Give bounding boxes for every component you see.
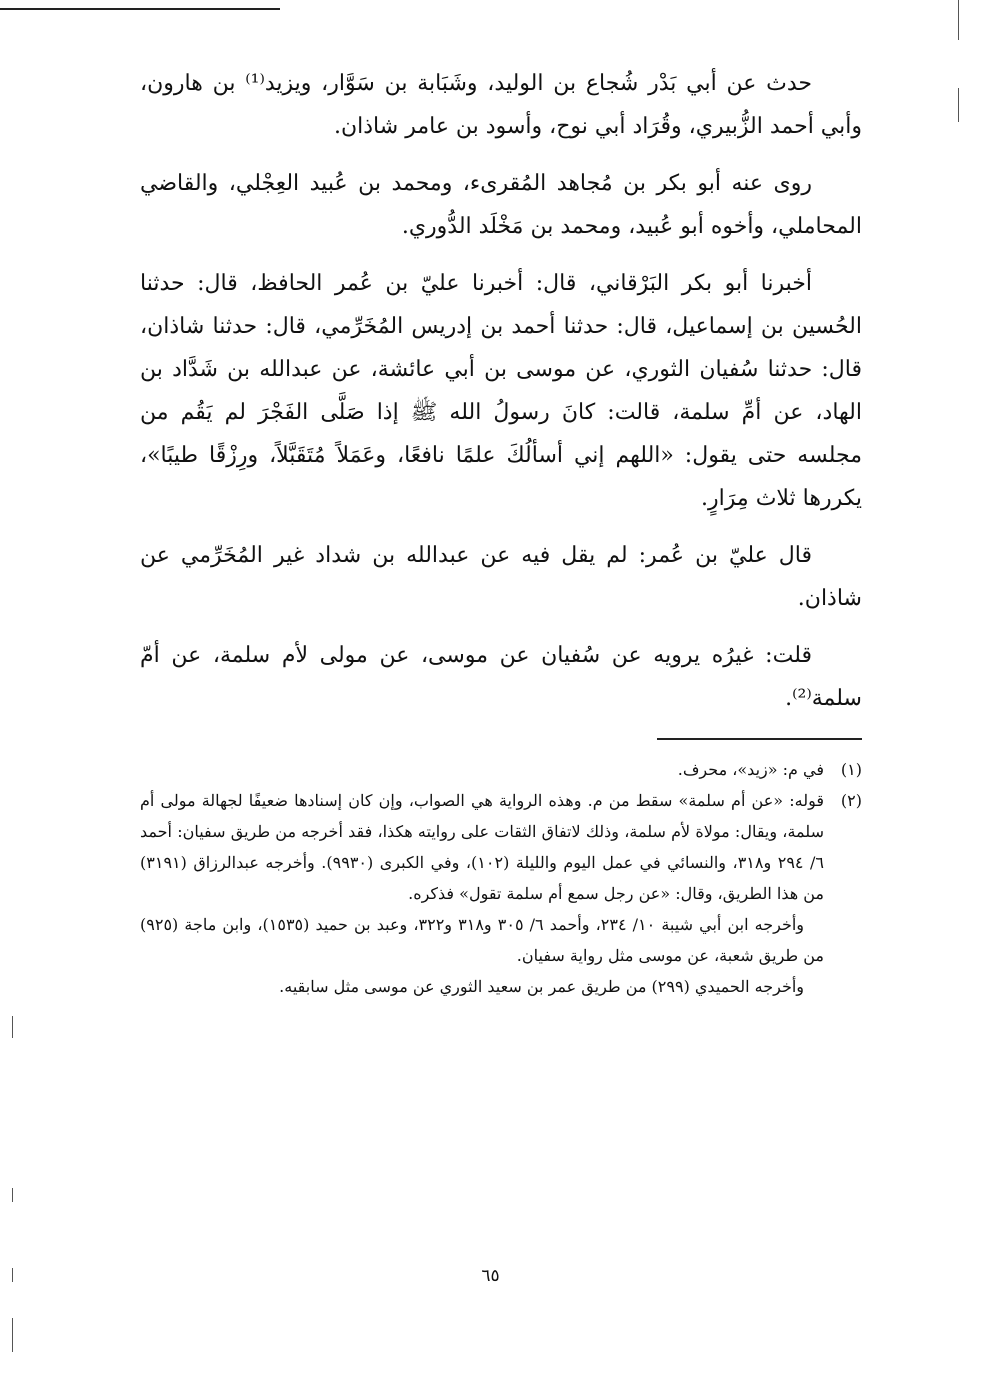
footnote-text: وأخرجه الحميدي (٢٩٩) من طريق عمر بن سعيد الثوري عن موسى مثل سابقيه. bbox=[279, 977, 804, 996]
scan-edge-mark bbox=[12, 1188, 13, 1202]
scan-edge-mark bbox=[958, 88, 959, 122]
footnote-body bbox=[140, 754, 824, 785]
paragraph-comment: قال عليّ بن عُمر: لم يقل فيه عن عبدالله بن شداد غير المُخَرِّمي عن شاذان. bbox=[140, 543, 862, 611]
paragraph-note: قلت: غيرُه يرويه عن سُفيان عن موسى، عن مولى لأم سلمة، عن أمّ سلمة⁽²⁾. bbox=[140, 643, 862, 711]
footnote-number: (٢) bbox=[840, 791, 862, 810]
footnote-number: (١) bbox=[840, 760, 862, 779]
scan-edge-mark bbox=[12, 1318, 13, 1352]
footnote-1 bbox=[140, 754, 862, 785]
footnote-text: وأخرجه ابن أبي شيبة ١٠/ ٢٣٤، وأحمد ٦/ ٣٠٥ و٣١٨ و٣٢٢، وعبد بن حميد (١٥٣٥)، وابن ماجة (٩٢٥) من طريق شعبة، عن موسى مثل رواية سفيان. bbox=[140, 915, 824, 965]
footnote-separator bbox=[657, 738, 862, 740]
footnote-2 bbox=[140, 785, 862, 1002]
page-body bbox=[140, 62, 862, 1002]
paragraph-hadith: أخبرنا أبو بكر البَرْقاني، قال: أخبرنا عليّ بن عُمر الحافظ، قال: حدثنا الحُسين بن إسماعيل، قال: حدثنا أحمد بن إدريس المُخَرِّمي، قال: حدثنا شاذان، قال: حدثنا سُفيان الثوري، عن موسى بن أبي عائشة، عن عبدالله بن شَدَّاد بن الهاد، عن أمِّ سلمة، قالت: كانَ رسولُ الله ﷺ إذا صَلَّى الفَجْرَ لم يَقُم من مجلسه حتى يقول: «اللهم إني أسألُكَ علمًا نافعًا، وعَمَلاً مُتَقَبَّلاً، ورِزْقًا طيبًا»، يكررها ثلاث مِرَارٍ. bbox=[140, 271, 862, 511]
footnote-text: قوله: «عن أم سلمة» سقط من م. وهذه الرواية هي الصواب، وإن كان إسنادها ضعيفًا لجهالة مولى أم سلمة، ويقال: مولاة لأم سلمة، وذلك لاتفاق الثقات على روايته هكذا، فقد أخرجه من طريق سفيان: أحمد ٦/ ٢٩٤ و٣١٨، والنسائي في عمل اليوم والليلة (١٠٢)، وفي الكبرى (٩٩٣٠). وأخرجه عبدالرزاق (٣١٩١) من هذا الطريق، وقال: «عن رجل سمع أم سلمة تقول» فذكره. bbox=[140, 791, 825, 903]
footnote-text: في م: «زيد»، محرف. bbox=[677, 760, 824, 779]
scan-edge-mark bbox=[12, 1016, 13, 1038]
scan-edge-mark bbox=[958, 0, 959, 40]
top-edge-rule bbox=[0, 8, 280, 10]
paragraph-narrators: حدث عن أبي بَدْر شُجاع بن الوليد، وشَبَابة بن سَوَّار، ويزيد⁽¹⁾ بن هارون، وأبي أحمد الزُّبيري، وقُرَاد أبي نوح، وأسود بن عامر شاذان. bbox=[140, 71, 862, 139]
footnote-body bbox=[140, 785, 824, 1002]
paragraph-transmitters: روى عنه أبو بكر بن مُجاهد المُقرىء، ومحمد بن عُبيد العِجْلي، والقاضي المحاملي، وأخوه أبو عُبيد، ومحمد بن مَخْلَد الدُّوري. bbox=[140, 171, 862, 239]
page-number: ٦٥ bbox=[481, 1266, 500, 1286]
